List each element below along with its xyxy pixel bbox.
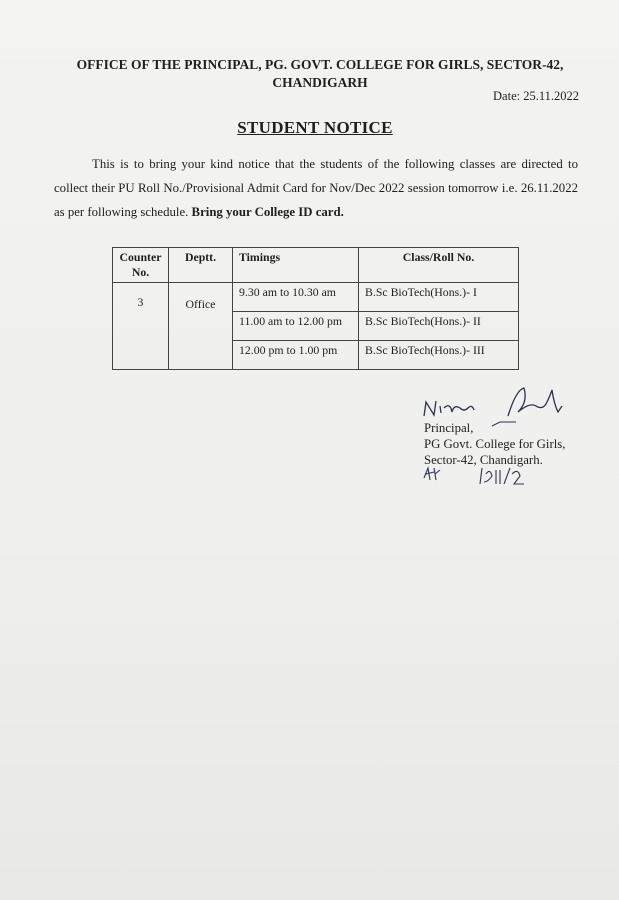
header-dept: Deptt.	[169, 248, 233, 283]
class-cell: B.Sc BioTech(Hons.)- I	[359, 283, 519, 312]
notice-body	[54, 152, 578, 224]
signatory-title: Principal,	[424, 421, 474, 435]
timing-cell: 12.00 pm to 1.00 pm	[233, 341, 359, 370]
class-cell: B.Sc BioTech(Hons.)- III	[359, 341, 519, 370]
notice-date: Date: 25.11.2022	[493, 89, 579, 103]
heading-line-1: OFFICE OF THE PRINCIPAL, PG. GOVT. COLLEGE FOR GIRLS, SECTOR-42,	[76, 57, 564, 72]
counter-cell: 3	[113, 283, 169, 370]
signatory-address: Sector-42, Chandigarh.	[424, 453, 543, 467]
body-text: This is to bring your kind notice that the students of the following classes are directed to collect their PU Roll No./Provisional Admit Card for Nov/Dec 2022 session tomorrow i.e. 26.11.2022 as per following schedule.	[54, 157, 578, 219]
signature-block	[424, 420, 565, 468]
header-counter: Counter No.	[113, 248, 169, 283]
schedule-table	[112, 247, 519, 370]
header-class: Class/Roll No.	[359, 248, 519, 283]
timing-cell: 11.00 am to 12.00 pm	[233, 312, 359, 341]
office-heading	[40, 56, 600, 92]
signatory-college: PG Govt. College for Girls,	[424, 437, 566, 451]
class-cell: B.Sc BioTech(Hons.)- II	[359, 312, 519, 341]
dept-cell: Office	[169, 283, 233, 370]
handwritten-initials-and-date	[420, 462, 540, 492]
heading-line-2: CHANDIGARH	[272, 75, 368, 90]
table-row	[113, 283, 519, 312]
timing-cell: 9.30 am to 10.30 am	[233, 283, 359, 312]
body-emphasis: Bring your College ID card.	[191, 205, 344, 219]
notice-title: STUDENT NOTICE	[237, 118, 393, 137]
header-timings: Timings	[233, 248, 359, 283]
table-header-row	[113, 248, 519, 283]
